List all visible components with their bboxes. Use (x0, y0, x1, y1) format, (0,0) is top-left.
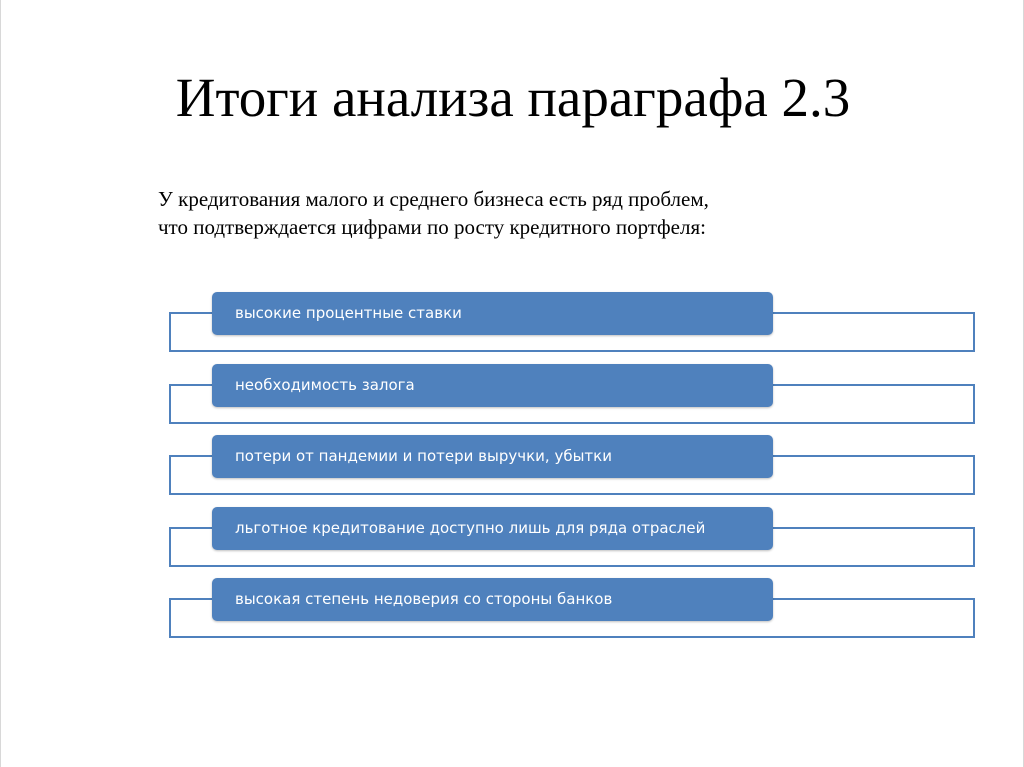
intro-text (158, 185, 878, 241)
item-frame-top-right (772, 384, 975, 386)
list-item-1 (1, 292, 1024, 354)
item-frame-top-left (169, 312, 213, 314)
item-frame-top-right (772, 598, 975, 600)
list-item-4 (1, 507, 1024, 569)
item-frame-top-left (169, 527, 213, 529)
item-label: потери от пандемии и потери выручки, убытки (212, 435, 773, 478)
item-frame-top-right (772, 527, 975, 529)
item-label: высокая степень недоверия со стороны банков (212, 578, 773, 621)
intro-line-2: что подтверждается цифрами по росту кредитного портфеля: (158, 215, 706, 239)
item-label: необходимость залога (212, 364, 773, 407)
list-item-5 (1, 578, 1024, 640)
item-frame-top-left (169, 598, 213, 600)
item-frame-top-right (772, 455, 975, 457)
item-label: высокие процентные ставки (212, 292, 773, 335)
list-item-2 (1, 364, 1024, 426)
intro-line-1: У кредитования малого и среднего бизнеса есть ряд проблем, (158, 187, 709, 211)
item-frame-top-left (169, 455, 213, 457)
list-item-3 (1, 435, 1024, 497)
slide-title: Итоги анализа параграфа 2.3 (175, 67, 851, 128)
item-frame-top-right (772, 312, 975, 314)
item-frame-top-left (169, 384, 213, 386)
item-label: льготное кредитование доступно лишь для ряда отраслей (212, 507, 773, 550)
